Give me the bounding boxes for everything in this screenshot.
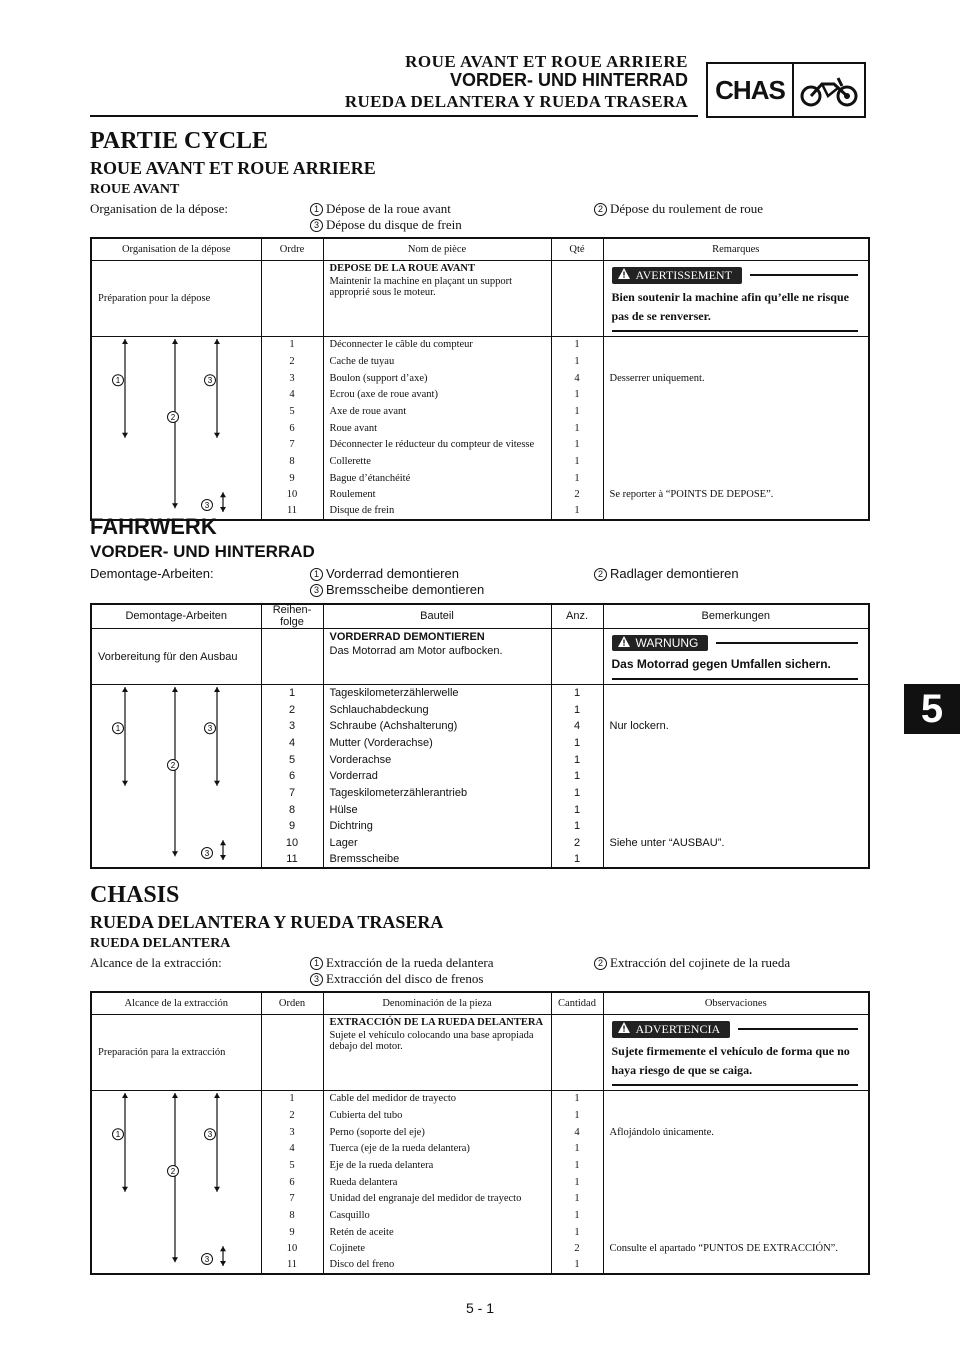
warning-badge <box>612 1021 731 1038</box>
row-order: 9 <box>261 818 323 835</box>
row-quantity: 1 <box>551 503 603 520</box>
row-quantity: 2 <box>551 1240 603 1257</box>
warning-triangle-icon <box>618 636 630 650</box>
row-order: 5 <box>261 751 323 768</box>
row-order: 4 <box>261 386 323 403</box>
row-quantity: 1 <box>551 336 603 353</box>
svg-text:1: 1 <box>115 376 121 386</box>
prep-label <box>91 260 261 336</box>
row-order: 6 <box>261 768 323 785</box>
column-header: Bauteil <box>323 604 551 629</box>
section-subtitle-fr: ROUE AVANT ET ROUE ARRIERE <box>90 158 376 178</box>
sequence-label-3b <box>202 1253 213 1264</box>
row-order: 2 <box>261 701 323 718</box>
row-remark <box>603 503 869 520</box>
row-remark <box>603 701 869 718</box>
row-remark <box>603 1224 869 1241</box>
prep-label-text: Preparación para la extracción <box>98 1046 226 1058</box>
row-order: 10 <box>261 1240 323 1257</box>
prep-label <box>91 629 261 685</box>
row-order: 2 <box>261 1107 323 1124</box>
org-item-2-de: 2 Radlager demontieren <box>594 566 739 581</box>
row-order: 7 <box>261 785 323 802</box>
svg-text:3: 3 <box>204 500 210 510</box>
row-part-name: Schraube (Achshalterung) <box>323 718 551 735</box>
row-remark: Aflojándolo únicamente. <box>603 1124 869 1141</box>
row-quantity: 1 <box>551 353 603 370</box>
sequence-arrows <box>92 1091 262 1273</box>
column-header: Organisation de la dépose <box>91 238 261 260</box>
sequence-label-1 <box>113 1129 124 1140</box>
header-title-fr: ROUE AVANT ET ROUE ARRIERE <box>405 52 688 71</box>
column-header: Nom de pièce <box>323 238 551 260</box>
prep-label-text: Préparation pour la dépose <box>98 292 211 304</box>
warning-text: Bien soutenir la machine afin qu’elle ne risque pas de se renverser. <box>612 288 859 332</box>
sequence-arrows <box>92 685 262 867</box>
row-remark: Desserrer uniquement. <box>603 370 869 387</box>
column-header: Bemerkungen <box>603 604 869 629</box>
svg-text:2: 2 <box>170 412 176 422</box>
row-remark <box>603 685 869 702</box>
row-quantity: 1 <box>551 818 603 835</box>
row-remark <box>603 1140 869 1157</box>
prep-heading: DEPOSE DE LA ROUE AVANT <box>329 262 475 274</box>
row-part-name: Déconnecter le réducteur du compteur de vitesse <box>323 436 551 453</box>
org-item-1-de: 1 Vorderrad demontieren <box>310 566 459 581</box>
arrow-3b <box>220 492 226 512</box>
row-quantity: 1 <box>551 1140 603 1157</box>
section-subsub-fr: ROUE AVANT <box>90 182 180 197</box>
row-order: 2 <box>261 353 323 370</box>
row-part-name: Retén de aceite <box>323 1224 551 1241</box>
row-remark <box>603 403 869 420</box>
row-part-name: Perno (soporte del eje) <box>323 1124 551 1141</box>
sequence-label-1 <box>113 723 124 734</box>
row-quantity: 2 <box>551 835 603 852</box>
warning-triangle-icon <box>618 268 630 283</box>
row-part-name: Disco del freno <box>323 1257 551 1274</box>
row-remark <box>603 420 869 437</box>
arrow-3 <box>214 1093 220 1192</box>
page-number: 5 - 1 <box>465 1300 494 1316</box>
row-quantity: 1 <box>551 785 603 802</box>
warning-badge <box>612 267 742 284</box>
row-order: 5 <box>261 1157 323 1174</box>
row-part-name: Mutter (Vorderachse) <box>323 735 551 752</box>
row-order: 1 <box>261 685 323 702</box>
table-row-preparation <box>91 260 869 336</box>
arrow-2 <box>172 1093 178 1262</box>
row-part-name: Roulement <box>323 486 551 503</box>
row-part-name: Vorderachse <box>323 751 551 768</box>
table-row <box>91 1090 869 1107</box>
row-quantity: 1 <box>551 1107 603 1124</box>
table-header-row <box>91 604 869 629</box>
svg-text:1: 1 <box>115 724 121 734</box>
row-remark <box>603 751 869 768</box>
section-subtitle-es: RUEDA DELANTERA Y RUEDA TRASERA <box>90 912 444 932</box>
sequence-label-3 <box>205 375 216 386</box>
row-part-name: Roue avant <box>323 420 551 437</box>
row-remark: Consulte el apartado “PUNTOS DE EXTRACCIÓN”. <box>603 1240 869 1257</box>
prep-qty <box>551 1014 603 1090</box>
row-part-name: Tageskilometerzählerantrieb <box>323 785 551 802</box>
sequence-label-3b <box>202 848 213 859</box>
arrow-2 <box>172 339 178 508</box>
prep-heading: VORDERRAD DEMONTIEREN <box>329 631 485 644</box>
row-remark <box>603 785 869 802</box>
org-item-3-fr: 3 Dépose du disque de frein <box>310 217 462 233</box>
org-item-1-es: 1 Extracción de la rueda delantera <box>310 955 493 971</box>
chapter-tab: 5 <box>904 684 960 734</box>
row-order: 7 <box>261 1190 323 1207</box>
chas-badge-text: CHAS <box>708 64 794 116</box>
row-order: 10 <box>261 835 323 852</box>
sequence-label-3 <box>205 723 216 734</box>
row-order: 11 <box>261 1257 323 1274</box>
row-order: 7 <box>261 436 323 453</box>
row-remark <box>603 453 869 470</box>
row-part-name: Bague d’étanchéité <box>323 470 551 487</box>
row-quantity: 1 <box>551 751 603 768</box>
warning-label: AVERTISSEMENT <box>635 267 732 282</box>
removal-sequence-diagram <box>91 685 261 869</box>
row-remark <box>603 353 869 370</box>
row-quantity: 1 <box>551 852 603 869</box>
row-order: 4 <box>261 1140 323 1157</box>
row-remark <box>603 1207 869 1224</box>
row-remark <box>603 735 869 752</box>
row-remark: Siehe unter “AUSBAU”. <box>603 835 869 852</box>
row-quantity: 1 <box>551 453 603 470</box>
parts-table-fr <box>90 237 870 521</box>
section-subsub-es: RUEDA DELANTERA <box>90 936 231 951</box>
prep-order <box>261 1014 323 1090</box>
arrow-3b <box>220 1246 226 1266</box>
sequence-label-1 <box>113 375 124 386</box>
svg-text:3: 3 <box>207 376 213 386</box>
svg-text:3: 3 <box>204 849 210 859</box>
header-title-de: VORDER- UND HINTERRAD <box>450 70 688 90</box>
prep-qty <box>551 260 603 336</box>
row-remark <box>603 852 869 869</box>
org-item-3-de: 3 Bremsscheibe demontieren <box>310 582 484 597</box>
prep-qty <box>551 629 603 685</box>
row-part-name: Schlauchabdeckung <box>323 701 551 718</box>
row-quantity: 1 <box>551 470 603 487</box>
prep-text: Sujete el vehículo colocando una base apropiada debajo del motor. <box>329 1029 534 1052</box>
row-quantity: 1 <box>551 1207 603 1224</box>
column-header: Cantidad <box>551 992 603 1014</box>
row-part-name: Hülse <box>323 801 551 818</box>
column-header: Remarques <box>603 238 869 260</box>
parts-table-de <box>90 603 870 869</box>
row-order: 5 <box>261 403 323 420</box>
chas-badge <box>706 62 866 118</box>
org-label-de: Demontage-Arbeiten: <box>90 566 214 581</box>
row-remark <box>603 768 869 785</box>
warning-text: Sujete firmemente el vehículo de forma que no haya riesgo de que se caiga. <box>612 1042 859 1086</box>
row-part-name: Eje de la rueda delantera <box>323 1157 551 1174</box>
row-part-name: Bremsscheibe <box>323 852 551 869</box>
arrow-1 <box>122 1093 128 1192</box>
prep-order <box>261 629 323 685</box>
row-order: 3 <box>261 718 323 735</box>
table-row <box>91 685 869 702</box>
row-part-name: Unidad del engranaje del medidor de trayecto <box>323 1190 551 1207</box>
row-quantity: 4 <box>551 370 603 387</box>
row-quantity: 1 <box>551 436 603 453</box>
prep-heading: EXTRACCIÓN DE LA RUEDA DELANTERA <box>329 1016 544 1028</box>
row-quantity: 1 <box>551 701 603 718</box>
svg-text:2: 2 <box>170 761 176 771</box>
row-remark <box>603 1107 869 1124</box>
row-remark <box>603 1190 869 1207</box>
row-quantity: 1 <box>551 735 603 752</box>
row-quantity: 4 <box>551 718 603 735</box>
table-row-preparation <box>91 1014 869 1090</box>
arrow-1 <box>122 339 128 438</box>
row-remark: Se reporter à “POINTS DE DEPOSE”. <box>603 486 869 503</box>
warning-label: WARNUNG <box>635 636 699 651</box>
column-header: Alcance de la extracción <box>91 992 261 1014</box>
column-header: Anz. <box>551 604 603 629</box>
row-remark <box>603 1257 869 1274</box>
removal-sequence-diagram <box>91 1090 261 1274</box>
prep-description <box>323 1014 551 1090</box>
table-header-row <box>91 992 869 1014</box>
row-order: 11 <box>261 503 323 520</box>
sequence-label-3b <box>202 499 213 510</box>
row-order: 3 <box>261 370 323 387</box>
row-order: 11 <box>261 852 323 869</box>
row-part-name: Cable del medidor de trayecto <box>323 1090 551 1107</box>
row-remark <box>603 386 869 403</box>
column-header: Denominación de la pieza <box>323 992 551 1014</box>
column-header: Reihen- folge <box>261 604 323 629</box>
arrow-2 <box>172 687 178 856</box>
column-header: Qté <box>551 238 603 260</box>
arrow-1 <box>122 687 128 786</box>
svg-text:3: 3 <box>207 724 213 734</box>
motorcycle-icon <box>794 64 864 116</box>
prep-text: Maintenir la machine en plaçant un support approprié sous le moteur. <box>329 275 513 298</box>
prep-description <box>323 629 551 685</box>
row-order: 4 <box>261 735 323 752</box>
org-label-fr: Organisation de la dépose: <box>90 201 229 216</box>
row-order: 1 <box>261 1090 323 1107</box>
row-part-name: Disque de frein <box>323 503 551 520</box>
row-remark <box>603 336 869 353</box>
row-remark <box>603 1174 869 1191</box>
section-title-es: CHASIS <box>90 882 180 908</box>
org-item-2-fr: 2 Dépose du roulement de roue <box>594 201 763 217</box>
row-remark <box>603 801 869 818</box>
warning-header <box>612 267 859 284</box>
sequence-arrows <box>92 337 262 519</box>
sequence-label-2 <box>168 760 179 771</box>
row-part-name: Cache de tuyau <box>323 353 551 370</box>
section-title-fr: PARTIE CYCLE <box>90 128 269 154</box>
column-header: Observaciones <box>603 992 869 1014</box>
row-part-name: Déconnecter le câble du compteur <box>323 336 551 353</box>
parts-table-es <box>90 991 870 1275</box>
row-remark <box>603 436 869 453</box>
row-remark <box>603 818 869 835</box>
header-title-es: RUEDA DELANTERA Y RUEDA TRASERA <box>344 92 688 111</box>
row-remark <box>603 1157 869 1174</box>
warning-header <box>612 635 859 651</box>
section-subtitle-de: VORDER- UND HINTERRAD <box>90 542 315 561</box>
row-order: 9 <box>261 470 323 487</box>
column-header: Orden <box>261 992 323 1014</box>
table-row <box>91 336 869 353</box>
row-quantity: 1 <box>551 420 603 437</box>
row-order: 1 <box>261 336 323 353</box>
warning-box <box>603 260 869 336</box>
warning-box <box>603 629 869 685</box>
row-quantity: 4 <box>551 1124 603 1141</box>
svg-text:2: 2 <box>170 1166 176 1176</box>
arrow-3b <box>220 840 226 860</box>
arrow-3 <box>214 687 220 786</box>
row-quantity: 1 <box>551 1157 603 1174</box>
row-order: 9 <box>261 1224 323 1241</box>
row-part-name: Dichtring <box>323 818 551 835</box>
svg-text:3: 3 <box>207 1130 213 1140</box>
row-quantity: 1 <box>551 685 603 702</box>
svg-text:1: 1 <box>115 1130 121 1140</box>
prep-label-text: Vorbereitung für den Ausbau <box>98 650 238 663</box>
prep-text: Das Motorrad am Motor aufbocken. <box>329 645 503 658</box>
prep-label <box>91 1014 261 1090</box>
sequence-label-3 <box>205 1129 216 1140</box>
row-quantity: 1 <box>551 1224 603 1241</box>
row-quantity: 1 <box>551 768 603 785</box>
row-quantity: 1 <box>551 1257 603 1274</box>
prep-description <box>323 260 551 336</box>
warning-rule <box>716 642 858 644</box>
warning-text: Das Motorrad gegen Umfallen sichern. <box>612 655 859 680</box>
sequence-label-2 <box>168 411 179 422</box>
row-part-name: Lager <box>323 835 551 852</box>
sequence-label-2 <box>168 1165 179 1176</box>
row-part-name: Tageskilometerzählerwelle <box>323 685 551 702</box>
row-part-name: Axe de roue avant <box>323 403 551 420</box>
row-part-name: Rueda delantera <box>323 1174 551 1191</box>
row-part-name: Ecrou (axe de roue avant) <box>323 386 551 403</box>
table-row-preparation <box>91 629 869 685</box>
org-item-1-fr: 1 Dépose de la roue avant <box>310 201 451 217</box>
table-header-row <box>91 238 869 260</box>
row-remark <box>603 470 869 487</box>
row-quantity: 1 <box>551 801 603 818</box>
warning-header <box>612 1021 859 1038</box>
warning-badge <box>612 635 709 651</box>
column-header: Ordre <box>261 238 323 260</box>
row-quantity: 2 <box>551 486 603 503</box>
warning-triangle-icon <box>618 1022 630 1037</box>
row-part-name: Cojinete <box>323 1240 551 1257</box>
row-part-name: Casquillo <box>323 1207 551 1224</box>
warning-label: ADVERTENCIA <box>635 1021 721 1036</box>
row-remark: Nur lockern. <box>603 718 869 735</box>
warning-rule <box>738 1028 858 1030</box>
row-quantity: 1 <box>551 403 603 420</box>
header-rule <box>90 115 698 117</box>
row-order: 8 <box>261 801 323 818</box>
prep-order <box>261 260 323 336</box>
section-title-de: FAHRWERK <box>90 514 217 539</box>
row-quantity: 1 <box>551 1190 603 1207</box>
row-quantity: 1 <box>551 1090 603 1107</box>
row-part-name: Collerette <box>323 453 551 470</box>
column-header: Demontage-Arbeiten <box>91 604 261 629</box>
org-label-es: Alcance de la extracción: <box>90 955 222 970</box>
row-order: 6 <box>261 1174 323 1191</box>
org-item-3-es: 3 Extracción del disco de frenos <box>310 971 483 987</box>
row-order: 3 <box>261 1124 323 1141</box>
row-part-name: Tuerca (eje de la rueda delantera) <box>323 1140 551 1157</box>
row-order: 10 <box>261 486 323 503</box>
row-quantity: 1 <box>551 386 603 403</box>
removal-sequence-diagram <box>91 336 261 520</box>
row-order: 8 <box>261 1207 323 1224</box>
row-remark <box>603 1090 869 1107</box>
row-order: 6 <box>261 420 323 437</box>
row-part-name: Cubierta del tubo <box>323 1107 551 1124</box>
row-part-name: Vorderrad <box>323 768 551 785</box>
org-item-2-es: 2 Extracción del cojinete de la rueda <box>594 955 790 971</box>
svg-text:3: 3 <box>204 1254 210 1264</box>
row-quantity: 1 <box>551 1174 603 1191</box>
row-part-name: Boulon (support d’axe) <box>323 370 551 387</box>
arrow-3 <box>214 339 220 438</box>
warning-rule <box>750 274 858 276</box>
row-order: 8 <box>261 453 323 470</box>
warning-box <box>603 1014 869 1090</box>
